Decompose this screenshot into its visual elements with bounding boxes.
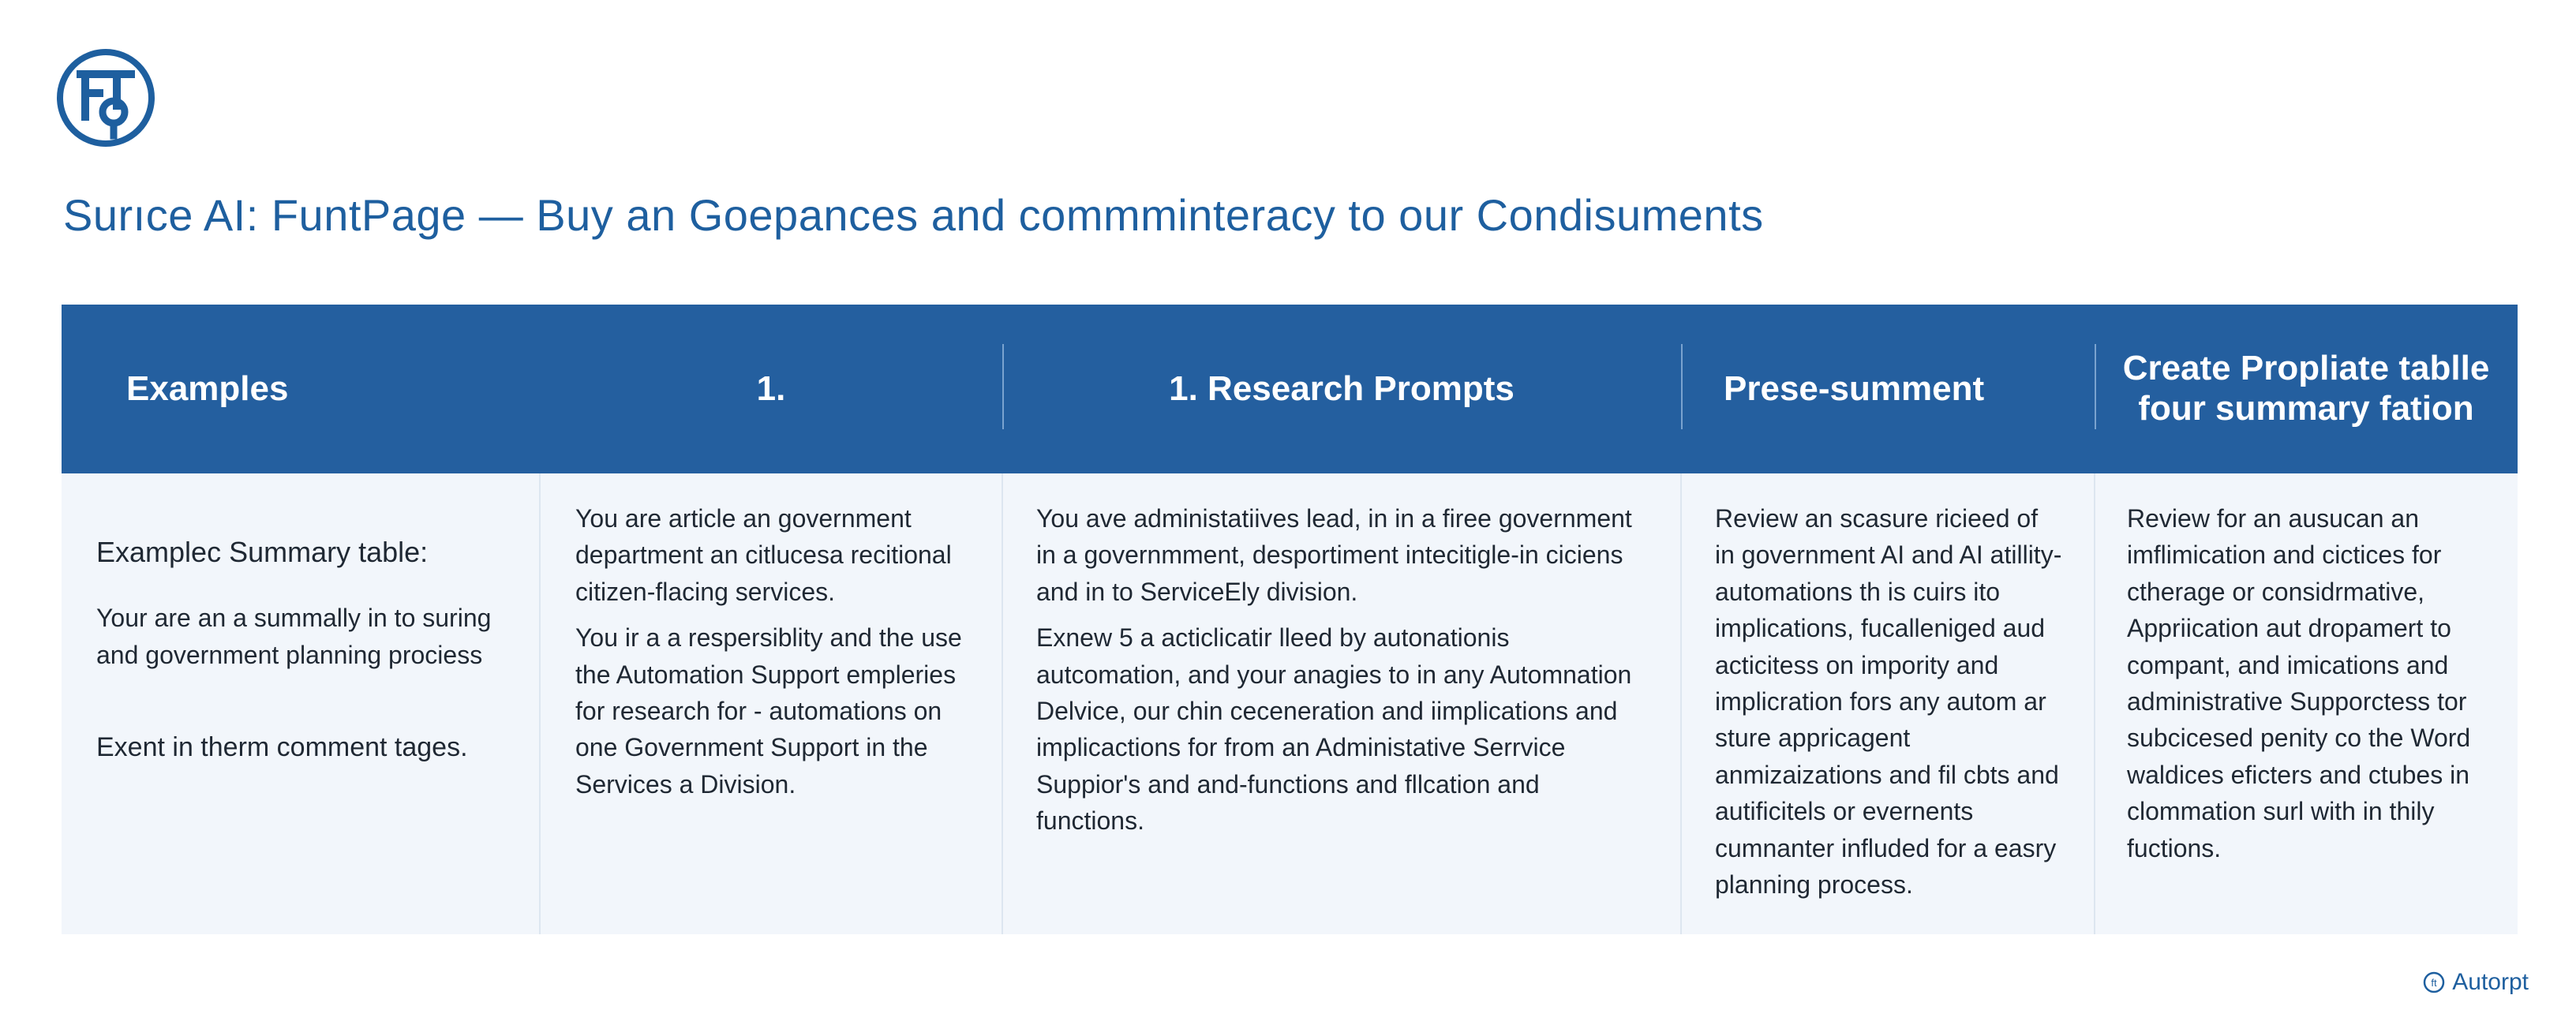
table-cell-prese-summent — [1681, 473, 2095, 934]
column-header-prese-summent: Prese-summent — [1681, 305, 2095, 473]
table-cell-research-prompts — [1002, 473, 1681, 934]
page-title: Surıce AI: FuntPage — Buy an Goepances and commminteracy to our Condisuments — [63, 190, 1764, 240]
summary-table — [62, 305, 2518, 934]
svg-text:ft: ft — [2431, 977, 2437, 989]
column-header-1: 1. — [756, 368, 786, 408]
brand-label: Autorpt — [2452, 969, 2529, 995]
column-header-examples: Examples — [126, 368, 289, 408]
autorpt-logo-icon — [2422, 971, 2446, 994]
table-cell-examples — [62, 473, 540, 934]
ft-logo-icon — [55, 47, 156, 148]
column-header-create-table: Create Propliate tablle four summary fation — [2095, 305, 2518, 473]
cell-note: Exent in therm comment tages. — [96, 731, 468, 762]
cell-text: Review an scasure ricieed of in government AI and AI atillity-automations th is cuirs ito implications, fucalleniged aud acticitess on impority and implicration fors any autom ar sture appricagent anmizaizations and fil cbts and autificitels or evernents cumnanter influded for a easry planning process. — [1715, 504, 2062, 899]
table-row — [62, 473, 2518, 934]
cell-text: Review for an ausucan an imflimication and cictices for ctherage or considrmative, Appriication aut dropamert to compant, and imications and administrative Supporctess tor subcicesed penity co the Word waldices eficters and ctubes in clommation surl with in thily fuctions. — [2127, 504, 2471, 862]
cell-text: You ir a a respersiblity and the use the Automation Support empleries for research for - automations on one Government Support in the Services a Division. — [575, 623, 962, 799]
cell-text: Your are an a summally in to suring and government planning prociess — [96, 604, 492, 669]
column-header-research-prompts: 1. Research Prompts — [1002, 305, 1681, 473]
cell-text: Exnew 5 a acticlicatir lleed by autonationis autcomation, and your anagies to in any Automnation Delvice, our chin ceceneration and iimplications and implicactions for from an Administative Serrvice Suppior's and and-functions and fllcation and functions. — [1036, 623, 1632, 836]
table-cell-1 — [540, 473, 1002, 934]
cell-heading: Examplec Summary table: — [96, 536, 429, 568]
table-header-row — [62, 305, 2518, 473]
table-cell-create-table — [2095, 473, 2518, 934]
cell-text: You are article an government department an citlucesa recitional citizen-flacing services. — [575, 504, 952, 606]
brand-mark — [2422, 969, 2529, 996]
cell-text: You ave administatiives lead, in in a firee government in a governmment, desportiment intecitigle-in ciciens and in to ServiceEly division. — [1036, 504, 1632, 606]
